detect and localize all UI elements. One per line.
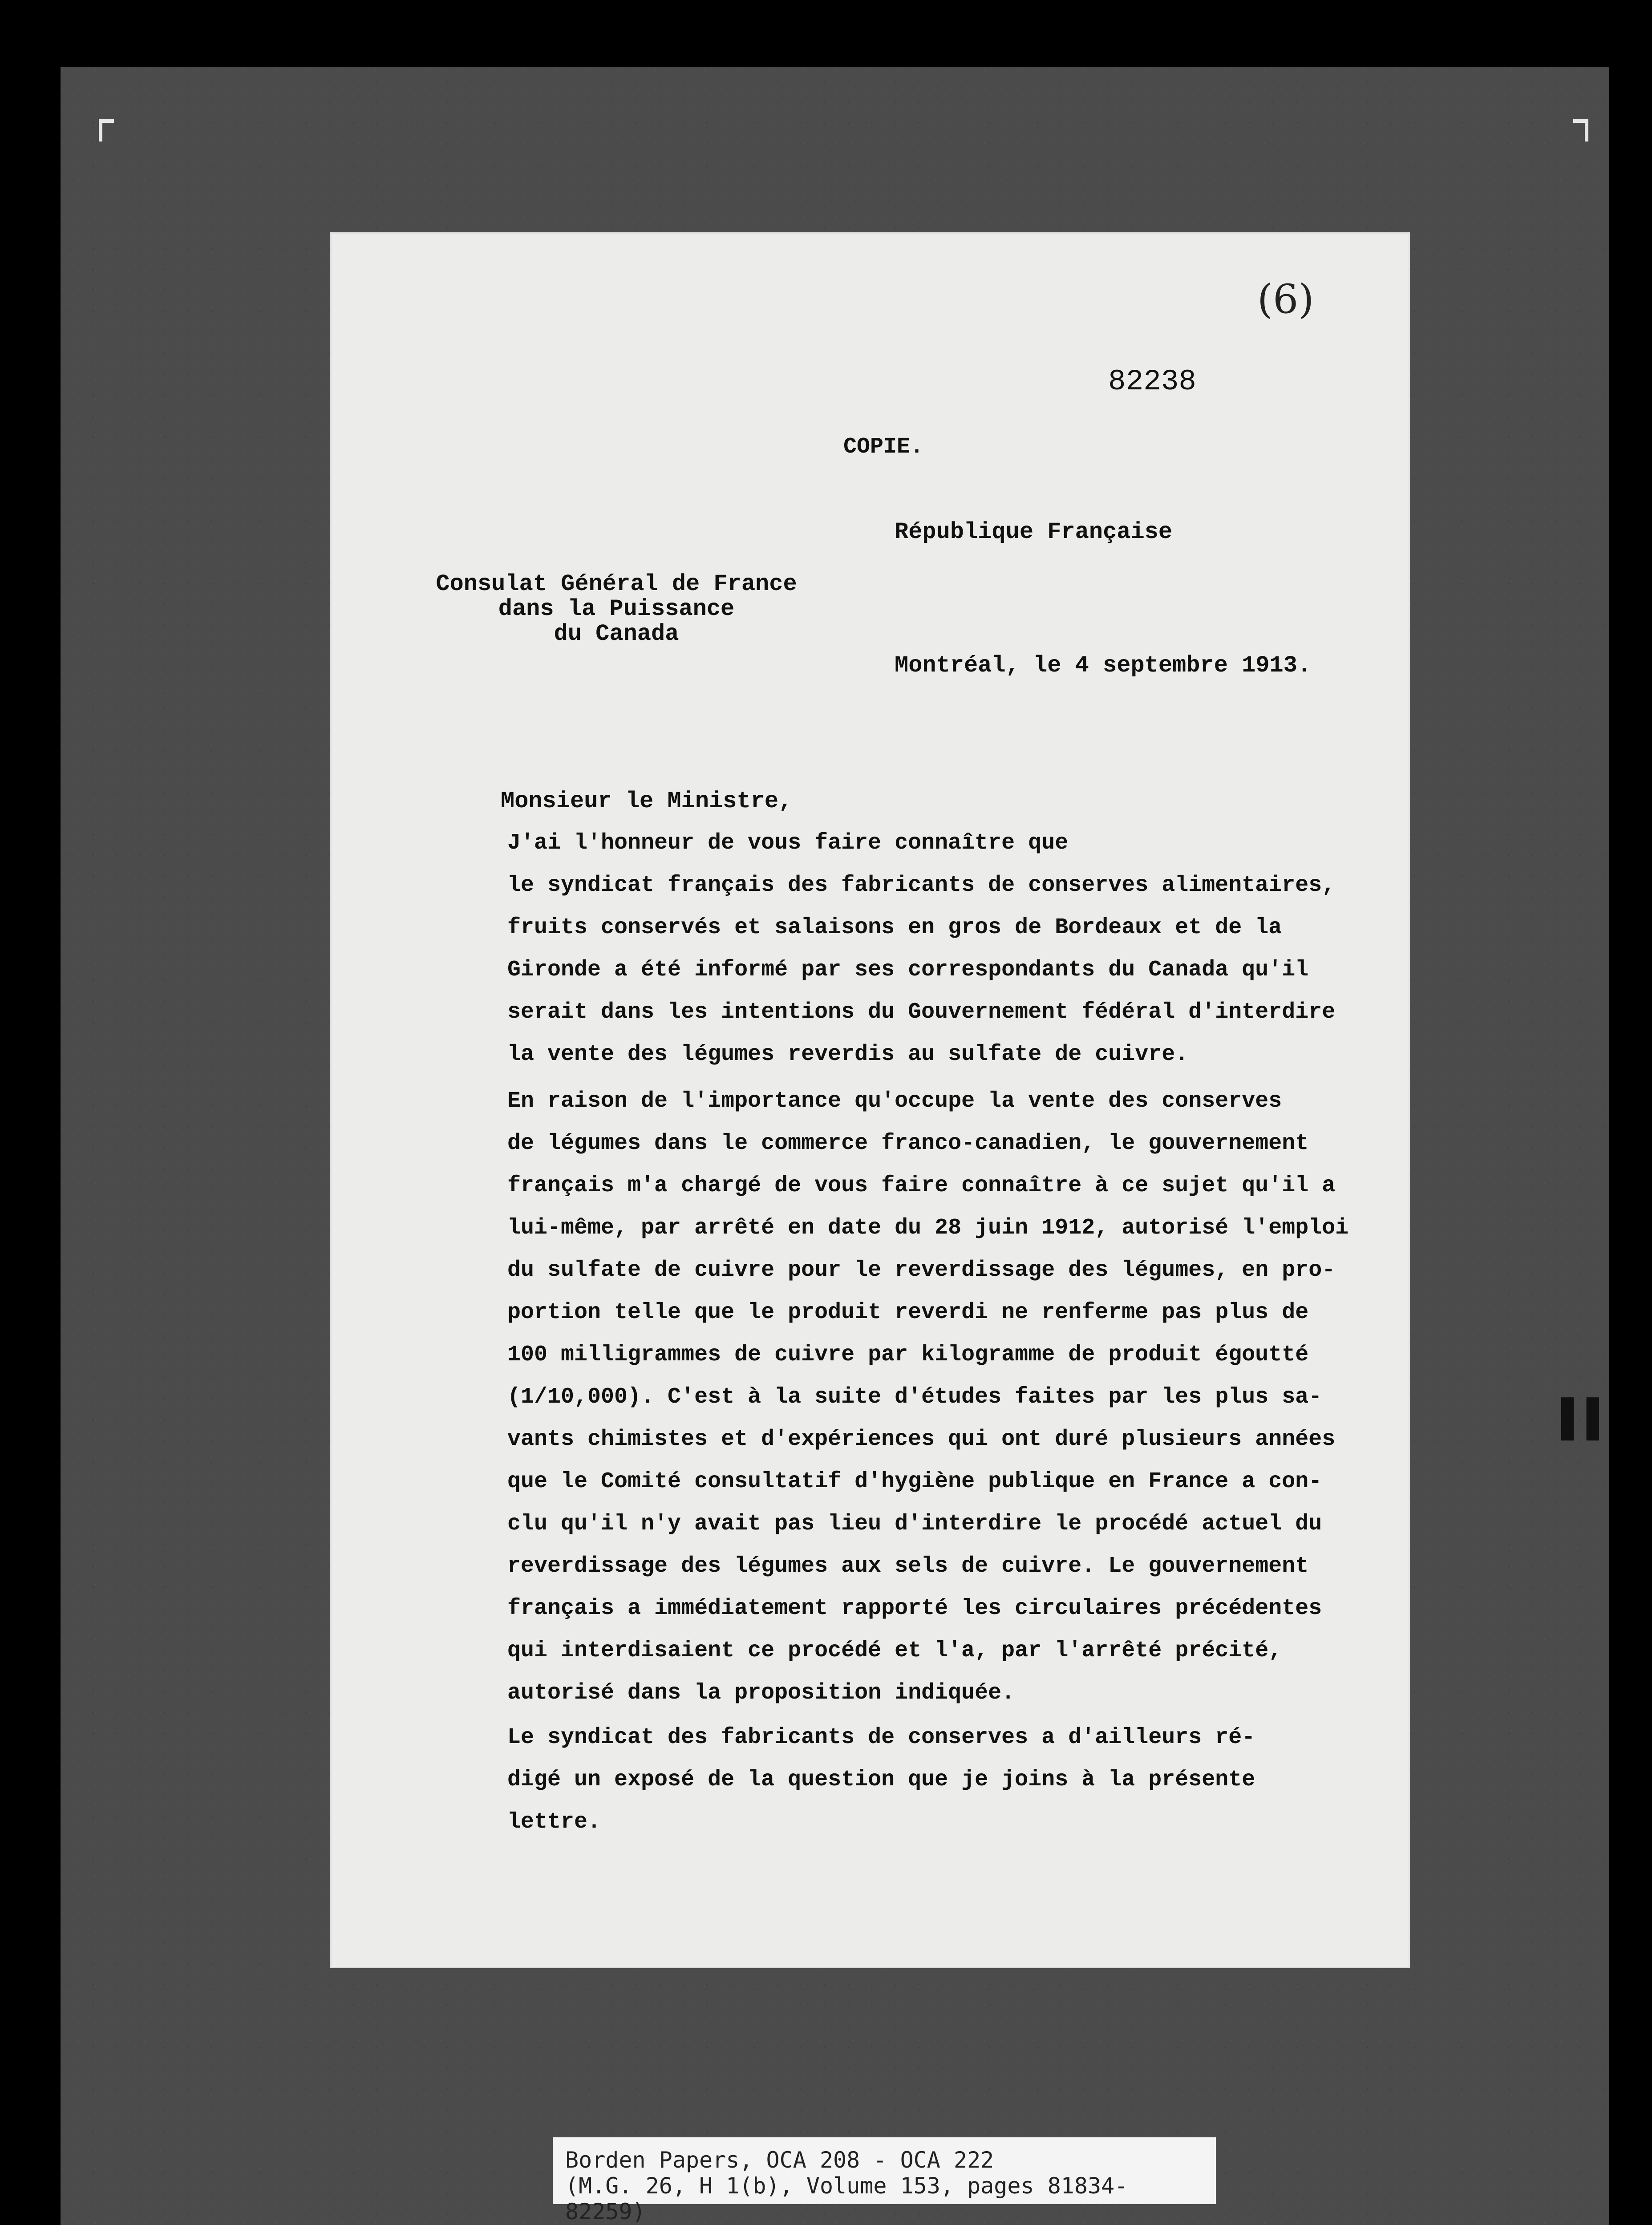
body-line: le syndicat français des fabricants de conserves alimentaires, bbox=[507, 873, 1336, 898]
consulate-line: Consulat Général de France bbox=[436, 571, 797, 597]
reference-number: 82238 bbox=[1108, 365, 1197, 398]
archive-reference-label bbox=[553, 2137, 1216, 2225]
consulate-block bbox=[434, 572, 799, 647]
letter-sheet bbox=[332, 234, 1409, 1967]
archive-reference-line: Borden Papers, OCA 208 - OCA 222 bbox=[565, 2147, 994, 2173]
body-line: J'ai l'honneur de vous faire connaître que bbox=[507, 830, 1069, 856]
page-number-mark: (6) bbox=[1257, 276, 1314, 323]
body-line: (1/10,000). C'est à la suite d'études faites par les plus sa- bbox=[507, 1384, 1322, 1410]
date-line: Montréal, le 4 septembre 1913. bbox=[895, 652, 1312, 679]
body-line: serait dans les intentions du Gouvernement fédéral d'interdire bbox=[507, 999, 1336, 1025]
body-line: français a immédiatement rapporté les circulaires précédentes bbox=[507, 1596, 1322, 1621]
body-line: vants chimistes et d'expériences qui ont duré plusieurs années bbox=[507, 1427, 1336, 1452]
body-line: Le syndicat des fabricants de conserves a d'ailleurs ré- bbox=[507, 1725, 1255, 1750]
body-line: du sulfate de cuivre pour le reverdissage des légumes, en pro- bbox=[507, 1258, 1336, 1283]
body-line: la vente des légumes reverdis au sulfate de cuivre. bbox=[507, 1042, 1189, 1067]
body-line: 100 milligrammes de cuivre par kilogramme de produit égoutté bbox=[507, 1342, 1309, 1367]
body-line: de légumes dans le commerce franco-canadien, le gouvernement bbox=[507, 1131, 1309, 1156]
body-line: portion telle que le produit reverdi ne renferme pas plus de bbox=[507, 1300, 1309, 1325]
body-line: fruits conservés et salaisons en gros de Bordeaux et de la bbox=[507, 915, 1282, 940]
body-line: autorisé dans la proposition indiquée. bbox=[507, 1680, 1015, 1706]
consulate-line: du Canada bbox=[554, 621, 679, 647]
body-line: clu qu'il n'y avait pas lieu d'interdire le procédé actuel du bbox=[507, 1511, 1322, 1537]
copy-heading: COPIE. bbox=[843, 434, 924, 460]
frame-corner-top-right bbox=[1573, 119, 1588, 142]
body-line: Gironde a été informé par ses correspondants du Canada qu'il bbox=[507, 957, 1309, 983]
archive-reference-line: (M.G. 26, H 1(b), Volume 153, pages 81834-82259) bbox=[565, 2173, 1128, 2225]
body-line: lettre. bbox=[507, 1809, 601, 1835]
body-line: lui-même, par arrêté en date du 28 juin 1912, autorisé l'emploi bbox=[507, 1215, 1349, 1241]
body-line: que le Comité consultatif d'hygiène publique en France a con- bbox=[507, 1469, 1322, 1494]
republic-heading: République Française bbox=[895, 519, 1173, 545]
body-line: reverdissage des légumes aux sels de cuivre. Le gouvernement bbox=[507, 1553, 1309, 1579]
body-line: qui interdisaient ce procédé et l'a, par l'arrêté précité, bbox=[507, 1638, 1282, 1663]
consulate-line: dans la Puissance bbox=[498, 596, 735, 622]
body-line: digé un exposé de la question que je joins à la présente bbox=[507, 1767, 1255, 1792]
body-line: En raison de l'importance qu'occupe la vente des conserves bbox=[507, 1088, 1282, 1114]
frame-corner-top-left bbox=[99, 119, 114, 142]
edge-mark: ▌▌ bbox=[1561, 1398, 1612, 1437]
salutation: Monsieur le Ministre, bbox=[501, 788, 793, 814]
body-line: français m'a chargé de vous faire connaître à ce sujet qu'il a bbox=[507, 1173, 1336, 1198]
